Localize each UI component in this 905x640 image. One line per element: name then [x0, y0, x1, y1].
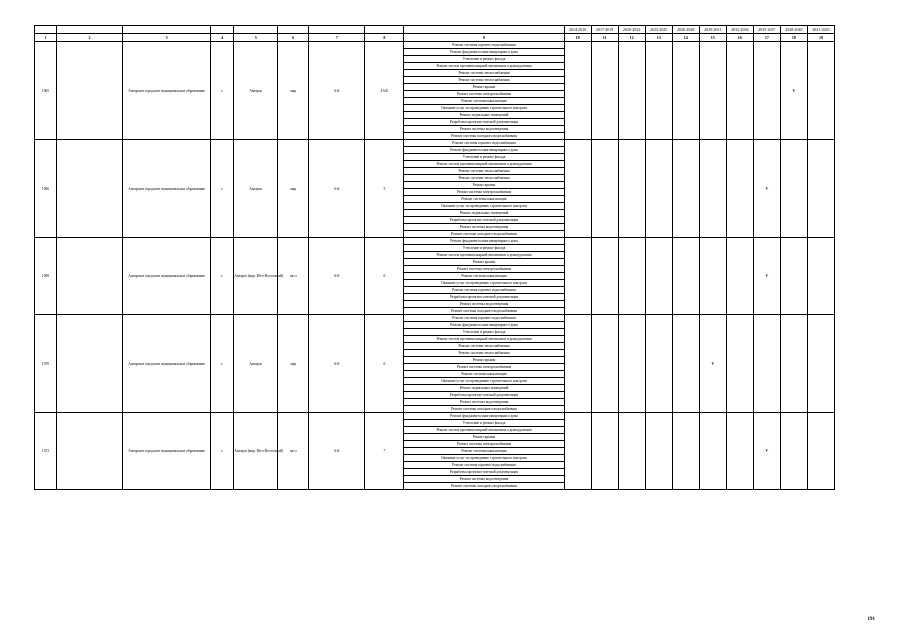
- column-number-cell: 10: [564, 34, 591, 42]
- period-cell: [564, 413, 591, 490]
- period-header-cell: 2032-2034: [726, 26, 753, 34]
- locality-type: г.: [211, 315, 234, 413]
- column-number-cell: 4: [211, 34, 234, 42]
- work-type-cell: Оказание услуг по проведению строительного контроля: [404, 105, 564, 112]
- work-type-cell: Оказание услуг по проведению строительного контроля: [404, 378, 564, 385]
- period-cell: [591, 315, 618, 413]
- work-type-cell: Ремонт фундамента многоквартирного дома: [404, 49, 564, 56]
- period-cell: [780, 315, 807, 413]
- work-type-cell: Ремонт системы теплоснабжения: [404, 343, 564, 350]
- period-header-row: [35, 26, 835, 34]
- period-header-cell: 2023-2025: [645, 26, 672, 34]
- period-cell: [591, 413, 618, 490]
- work-type-cell: Ремонт системы горячего водоснабжения: [404, 287, 564, 294]
- work-type-cell: Ремонт системы горячего водоснабжения: [404, 315, 564, 322]
- work-type-cell: Разработка проектно-сметной документации: [404, 217, 564, 224]
- work-type-cell: Ремонт системы канализации: [404, 273, 564, 280]
- blank-cell: [57, 140, 123, 238]
- work-type-cell: Ремонт подвальных помещений: [404, 112, 564, 119]
- work-type-cell: Ремонт системы электроснабжения: [404, 189, 564, 196]
- period-cell: [618, 413, 645, 490]
- work-type-cell: Ремонт системы теплоснабжения: [404, 350, 564, 357]
- work-type-cell: Ремонт системы холодного водоснабжения: [404, 483, 564, 490]
- street-type: мкр: [278, 315, 309, 413]
- column-number-cell: 16: [726, 34, 753, 42]
- work-type-cell: Ремонт системы теплоснабжения: [404, 168, 564, 175]
- period-cell: [726, 42, 753, 140]
- period-header-cell: 2029-2031: [699, 26, 726, 34]
- work-type-cell: Ремонт системы теплоснабжения: [404, 77, 564, 84]
- work-type-cell: Ремонт систем противопожарной автоматики и дымоудаления: [404, 63, 564, 70]
- work-type-cell: Ремонт системы водоотведения: [404, 301, 564, 308]
- work-type-cell: Ремонт системы холодного водоснабжения: [404, 308, 564, 315]
- work-type-cell: Ремонт крыши: [404, 182, 564, 189]
- work-type-cell: Ремонт системы холодного водоснабжения: [404, 406, 564, 413]
- work-type-cell: Ремонт системы электроснабжения: [404, 441, 564, 448]
- period-cell: [564, 238, 591, 315]
- column-number-cell: 5: [234, 34, 278, 42]
- work-type-cell: Ремонт фундамента многоквартирного дома: [404, 238, 564, 245]
- record-number: 1070: [35, 315, 57, 413]
- municipality-name: Ангарское городское муниципальное образование: [123, 238, 211, 315]
- municipality-name: Ангарское городское муниципальное образование: [123, 42, 211, 140]
- period-mark: V: [753, 140, 780, 238]
- locality-name: Ангарск: [234, 140, 278, 238]
- work-type-cell: Оказание услуг по проведению строительного контроля: [404, 455, 564, 462]
- column-number-cell: 6: [278, 34, 309, 42]
- period-cell: [672, 140, 699, 238]
- column-number-cell: 19: [807, 34, 834, 42]
- work-type-cell: Ремонт системы водоотведения: [404, 399, 564, 406]
- work-type-cell: Ремонт крыши: [404, 434, 564, 441]
- blank-cell: [57, 42, 123, 140]
- house-record-row: [35, 42, 835, 49]
- period-header-cell: 2035-2037: [753, 26, 780, 34]
- work-type-cell: Разработка проектно-сметной документации: [404, 294, 564, 301]
- period-header-cell: 2020-2022: [618, 26, 645, 34]
- column-number-cell: 11: [591, 34, 618, 42]
- work-type-cell: Ремонт крыши: [404, 259, 564, 266]
- period-cell: [645, 42, 672, 140]
- municipality-name: Ангарское городское муниципальное образование: [123, 315, 211, 413]
- period-cell: [726, 238, 753, 315]
- work-type-cell: Утепление и ремонт фасада: [404, 420, 564, 427]
- work-type-cell: Ремонт системы электроснабжения: [404, 91, 564, 98]
- period-cell: [699, 140, 726, 238]
- work-type-cell: Ремонт систем противопожарной автоматики и дымоудаления: [404, 336, 564, 343]
- period-cell: [753, 42, 780, 140]
- work-type-cell: Оказание услуг по проведению строительного контроля: [404, 280, 564, 287]
- period-cell: [672, 42, 699, 140]
- locality-name: Ангарск: [234, 42, 278, 140]
- work-type-cell: Ремонт систем противопожарной автоматики и дымоудаления: [404, 427, 564, 434]
- column-number-cell: 18: [780, 34, 807, 42]
- blank-cell: [57, 238, 123, 315]
- page-number: 191: [867, 617, 875, 622]
- street-type: мкр: [278, 42, 309, 140]
- work-type-cell: Утепление и ремонт фасада: [404, 154, 564, 161]
- period-cell: [645, 140, 672, 238]
- work-type-cell: Ремонт системы горячего водоснабжения: [404, 42, 564, 49]
- work-type-cell: Ремонт крыши: [404, 84, 564, 91]
- header-blank-cell: [278, 26, 309, 34]
- locality-name: Ангарск (мкр. Юго-Восточный): [234, 238, 278, 315]
- work-type-cell: Утепление и ремонт фасада: [404, 245, 564, 252]
- period-cell: [807, 413, 834, 490]
- period-mark: V: [753, 413, 780, 490]
- period-cell: [618, 42, 645, 140]
- work-type-cell: Разработка проектно-сметной документации: [404, 119, 564, 126]
- period-header-cell: 2038-2040: [780, 26, 807, 34]
- work-type-cell: Ремонт системы водоотведения: [404, 126, 564, 133]
- period-cell: [807, 42, 834, 140]
- period-cell: [618, 238, 645, 315]
- period-cell: [672, 238, 699, 315]
- period-cell: [807, 140, 834, 238]
- work-type-cell: Ремонт крыши: [404, 357, 564, 364]
- work-type-cell: Утепление и ремонт фасада: [404, 56, 564, 63]
- street-type: кв-л: [278, 413, 309, 490]
- work-type-cell: Ремонт системы теплоснабжения: [404, 175, 564, 182]
- street-name: 6-й: [309, 42, 365, 140]
- work-type-cell: Ремонт системы водоотведения: [404, 224, 564, 231]
- work-type-cell: Разработка проектно-сметной документации: [404, 392, 564, 399]
- street-name: 6-й: [309, 238, 365, 315]
- municipality-name: Ангарское городское муниципальное образование: [123, 413, 211, 490]
- column-number-cell: 12: [618, 34, 645, 42]
- house-number: 7: [365, 413, 404, 490]
- period-cell: [618, 315, 645, 413]
- work-type-cell: Ремонт системы электроснабжения: [404, 364, 564, 371]
- work-type-cell: Утепление и ремонт фасада: [404, 329, 564, 336]
- work-type-cell: Ремонт системы водоотведения: [404, 476, 564, 483]
- period-header-cell: 2017-2019: [591, 26, 618, 34]
- column-number-cell: 9: [404, 34, 564, 42]
- period-cell: [726, 413, 753, 490]
- municipality-name: Ангарское городское муниципальное образование: [123, 140, 211, 238]
- header-blank-cell: [309, 26, 365, 34]
- work-type-cell: Ремонт фундамента многоквартирного дома: [404, 322, 564, 329]
- header-blank-cell: [234, 26, 278, 34]
- period-cell: [726, 315, 753, 413]
- header-blank-cell: [35, 26, 57, 34]
- column-number-cell: 8: [365, 34, 404, 42]
- record-number: 1065: [35, 42, 57, 140]
- work-type-cell: Ремонт системы канализации: [404, 196, 564, 203]
- house-record-row: [35, 315, 835, 322]
- period-header-cell: 2041-2043: [807, 26, 834, 34]
- period-cell: [699, 42, 726, 140]
- period-cell: [780, 140, 807, 238]
- header-blank-cell: [365, 26, 404, 34]
- work-type-cell: Ремонт системы канализации: [404, 98, 564, 105]
- column-number-cell: 15: [699, 34, 726, 42]
- house-number: 5: [365, 140, 404, 238]
- period-cell: [699, 238, 726, 315]
- period-cell: [780, 413, 807, 490]
- period-cell: [807, 315, 834, 413]
- header-blank-cell: [123, 26, 211, 34]
- header-blank-cell: [57, 26, 123, 34]
- street-name: 6-й: [309, 140, 365, 238]
- header-blank-cell: [404, 26, 564, 34]
- work-type-cell: Ремонт подвальных помещений: [404, 385, 564, 392]
- record-number: 1069: [35, 238, 57, 315]
- locality-name: Ангарск: [234, 315, 278, 413]
- work-type-cell: Ремонт системы канализации: [404, 448, 564, 455]
- locality-type: г.: [211, 238, 234, 315]
- period-cell: [780, 238, 807, 315]
- work-type-cell: Ремонт систем противопожарной автоматики и дымоудаления: [404, 161, 564, 168]
- period-cell: [564, 140, 591, 238]
- house-record-row: [35, 140, 835, 147]
- column-number-cell: 13: [645, 34, 672, 42]
- work-type-cell: Ремонт фундамента многоквартирного дома: [404, 147, 564, 154]
- record-number: 1066: [35, 140, 57, 238]
- period-cell: [591, 42, 618, 140]
- work-type-cell: Ремонт системы холодного водоснабжения: [404, 133, 564, 140]
- record-number: 1072: [35, 413, 57, 490]
- capital-repair-table: [34, 25, 835, 490]
- work-type-cell: Ремонт системы электроснабжения: [404, 266, 564, 273]
- column-number-cell: 1: [35, 34, 57, 42]
- period-cell: [564, 42, 591, 140]
- work-type-cell: Ремонт системы канализации: [404, 371, 564, 378]
- period-cell: [672, 315, 699, 413]
- column-number-cell: 2: [57, 34, 123, 42]
- period-cell: [591, 140, 618, 238]
- work-type-cell: Оказание услуг по проведению строительного контроля: [404, 203, 564, 210]
- house-number: 4А/Б: [365, 42, 404, 140]
- column-number-cell: 14: [672, 34, 699, 42]
- period-cell: [564, 315, 591, 413]
- work-type-cell: Ремонт системы холодного водоснабжения: [404, 231, 564, 238]
- house-number: 6: [365, 238, 404, 315]
- work-type-cell: Разработка проектно-сметной документации: [404, 469, 564, 476]
- period-cell: [699, 413, 726, 490]
- work-type-cell: Ремонт систем противопожарной автоматики и дымоудаления: [404, 252, 564, 259]
- street-type: кв-л: [278, 238, 309, 315]
- period-mark: V: [699, 315, 726, 413]
- period-mark: V: [753, 238, 780, 315]
- period-cell: [645, 315, 672, 413]
- blank-cell: [57, 315, 123, 413]
- work-type-cell: Ремонт системы горячего водоснабжения: [404, 462, 564, 469]
- street-name: 6-й: [309, 413, 365, 490]
- locality-name: Ангарск (мкр. Юго-Восточный): [234, 413, 278, 490]
- period-cell: [753, 315, 780, 413]
- header-blank-cell: [211, 26, 234, 34]
- period-cell: [726, 140, 753, 238]
- period-cell: [618, 140, 645, 238]
- column-number-cell: 17: [753, 34, 780, 42]
- period-cell: [591, 238, 618, 315]
- period-cell: [672, 413, 699, 490]
- work-type-cell: Ремонт системы теплоснабжения: [404, 70, 564, 77]
- work-type-cell: Ремонт системы горячего водоснабжения: [404, 140, 564, 147]
- work-type-cell: Ремонт фундамента многоквартирного дома: [404, 413, 564, 420]
- street-name: 6-й: [309, 315, 365, 413]
- locality-type: г.: [211, 413, 234, 490]
- period-header-cell: 2026-2028: [672, 26, 699, 34]
- street-type: мкр: [278, 140, 309, 238]
- column-number-row: [35, 34, 835, 42]
- period-cell: [645, 238, 672, 315]
- period-header-cell: 2014-2016: [564, 26, 591, 34]
- locality-type: г.: [211, 140, 234, 238]
- column-number-cell: 7: [309, 34, 365, 42]
- column-number-cell: 3: [123, 34, 211, 42]
- house-record-row: [35, 413, 835, 420]
- period-cell: [807, 238, 834, 315]
- house-number: 6: [365, 315, 404, 413]
- work-type-cell: Ремонт подвальных помещений: [404, 210, 564, 217]
- locality-type: г.: [211, 42, 234, 140]
- period-cell: [645, 413, 672, 490]
- period-mark: V: [780, 42, 807, 140]
- blank-cell: [57, 413, 123, 490]
- house-record-row: [35, 238, 835, 245]
